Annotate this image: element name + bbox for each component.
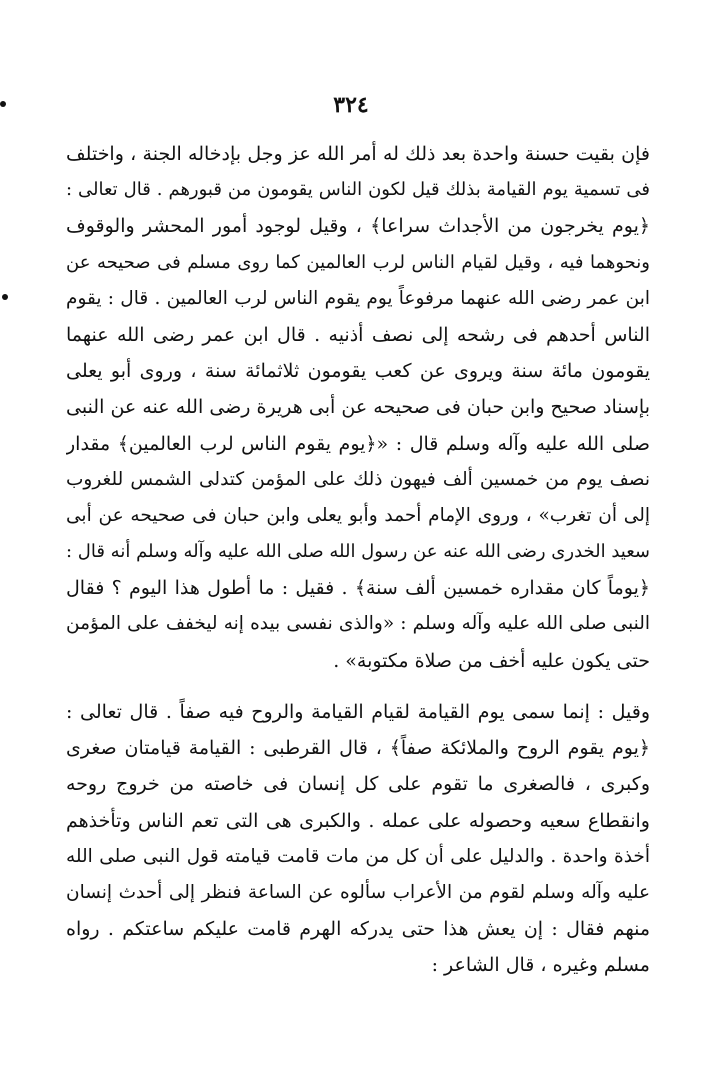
text-line: بإسناد صحيح وابن حبان فى صحيحه عن أبى هريرة رضى الله عنه عن النبى (66, 396, 650, 419)
paragraph-1 (66, 136, 650, 679)
text-line: ابن عمر رضى الله عنهما مرفوعاً يوم يقوم الناس لرب العالمين . قال : يقوم (66, 287, 650, 309)
text-line: ﴿يوماً كان مقداره خمسين ألف سنة﴾ . فقيل : ما أطول هذا اليوم ؟ فقال (66, 577, 650, 600)
text-line: أخذة واحدة . والدليل على أن كل من مات قامت قيامته قول النبى صلى الله (66, 845, 650, 867)
text-line: وكبرى ، فالصغرى ما تقوم على كل إنسان فى خاصته من خروج روحه (66, 773, 650, 796)
text-line: سعيد الخدرى رضى الله عنه عن رسول الله صلى الله عليه وآله وسلم أنه قال : (66, 541, 650, 563)
text-line: وقيل : إنما سمى يوم القيامة لقيام القيامة والروح فيه صفاً . قال تعالى : (66, 701, 650, 723)
text-line: صلى الله عليه وآله وسلم قال : «﴿يوم يقوم الناس لرب العالمين﴾ مقدار (66, 432, 650, 455)
page-number: ٣٢٤ (333, 92, 369, 118)
text-line: النبى صلى الله عليه وآله وسلم : «والذى نفسى بيده إنه ليخفف على المؤمن (66, 613, 650, 635)
text-line: ﴿يوم يخرجون من الأجداث سراعا﴾ ، وقيل لوجود أمور المحشر والوقوف (66, 215, 650, 238)
text-line: يقومون مائة سنة ويروى عن كعب يقومون ثلاثمائة سنة ، وروى أبو يعلى (66, 360, 650, 383)
text-line: فى تسمية يوم القيامة بذلك قيل لكون الناس يقومون من قبورهم . قال تعالى : (66, 179, 650, 201)
text-line: نصف يوم من خمسين ألف فيهون ذلك على المؤمن كتدلى الشمس للغروب (66, 468, 650, 490)
text-line: حتى يكون عليه أخف من صلاة مكتوبة» . (333, 649, 650, 672)
text-line: وانقطاع سعيه وحصوله على عمله . والكبرى هى التى تعم الناس وتأخذهم (66, 809, 650, 832)
scan-edge-mark (2, 294, 8, 300)
text-line: إلى أن تغرب» ، وروى الإمام أحمد وأبو يعلى وابن حبان فى صحيحه عن أبى (66, 504, 650, 526)
text-line: عليه وآله وسلم لقوم من الأعراب سألوه عن الساعة فنظر إلى أحدث إنسان (66, 881, 650, 903)
text-line: مسلم وغيره ، قال الشاعر : (431, 954, 650, 977)
text-line: الناس أحدهم فى رشحه إلى نصف أذنيه . قال ابن عمر رضى الله عنهما (66, 323, 650, 346)
text-line: منهم فقال : إن يعش هذا حتى يدركه الهرم قامت عليكم ساعتكم . رواه (66, 918, 650, 941)
paragraph-2 (66, 694, 650, 984)
text-line: ﴿يوم يقوم الروح والملائكة صفاً﴾ ، قال القرطبى : القيامة قيامتان صغرى (66, 737, 650, 760)
text-line: فإن بقيت حسنة واحدة بعد ذلك له أمر الله عز وجل بإدخاله الجنة ، واختلف (66, 143, 650, 165)
text-line: ونحوهما فيه ، وقيل لقيام الناس لرب العالمين كما روى مسلم فى صحيحه عن (66, 251, 650, 273)
